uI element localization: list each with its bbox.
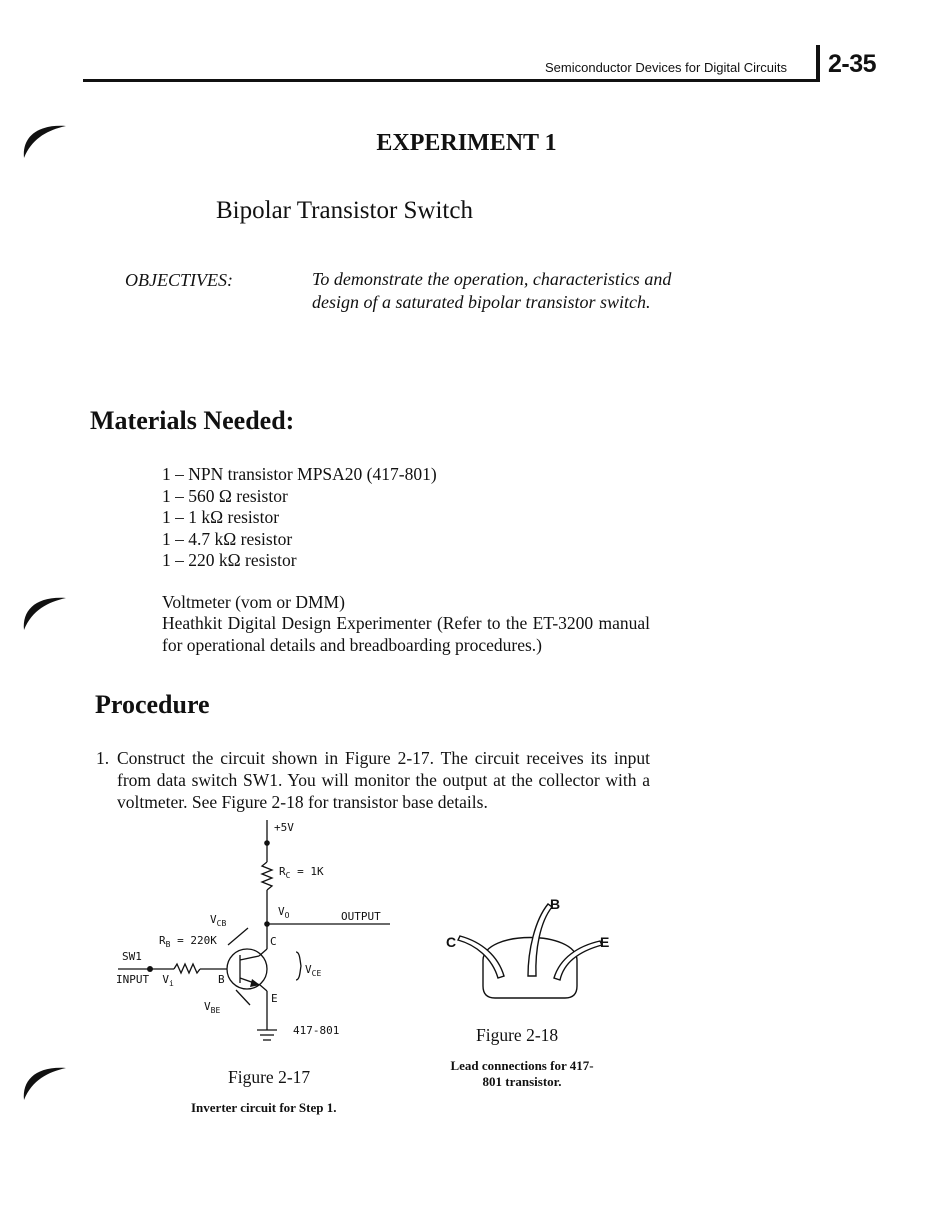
list-item: 1 – 220 kΩ resistor — [162, 550, 297, 570]
vo-label: $V_O$ — [278, 905, 290, 920]
vbe-label: $V_{BE}$ — [204, 1000, 221, 1015]
list-item: 1 – 4.7 kΩ resistor — [162, 528, 293, 549]
step-number: 1. — [96, 748, 110, 768]
lead-label-b: B — [550, 896, 561, 912]
header-rule — [83, 79, 818, 82]
transistor-lead-diagram — [440, 890, 620, 1010]
materials-list — [162, 464, 437, 572]
sw1-label: SW1 — [122, 950, 142, 963]
experiment-subtitle: Bipolar Transistor Switch — [216, 197, 473, 224]
list-item: 1 – 1 kΩ resistor — [162, 507, 280, 527]
figure-2-18-title: Figure 2-18 — [476, 1025, 559, 1045]
base-label: B — [218, 973, 225, 986]
objectives-label: OBJECTIVES: — [125, 270, 233, 290]
part-number-label: 417-801 — [293, 1024, 340, 1037]
lead-label-e: E — [600, 934, 610, 950]
binding-hole-mark-icon — [18, 592, 70, 636]
inverter-circuit-schematic — [110, 815, 410, 1050]
supply-voltage-label: +5V — [274, 821, 294, 834]
collector-label: C — [270, 935, 277, 948]
procedure-heading: Procedure — [95, 690, 210, 719]
rc-label: $R_C = 1K$ — [279, 865, 324, 880]
list-item: 1 – 560 Ω resistor — [162, 485, 288, 506]
rb-label: $R_B = 220K$ — [159, 934, 217, 949]
figure-2-18-caption: Lead connections for 417-801 transistor. — [450, 1058, 594, 1089]
figure-2-17-caption: Inverter circuit for Step 1. — [191, 1100, 337, 1115]
equipment-experimenter: Heathkit Digital Design Experimenter (Refer to the ET-3200 manual for operational details and breadboarding procedures.) — [162, 613, 650, 655]
emitter-label: E — [271, 992, 278, 1005]
lead-label-c: C — [446, 934, 457, 950]
running-title: Semiconductor Devices for Digital Circuits — [545, 60, 788, 75]
vcb-label: $V_{CB}$ — [210, 913, 227, 928]
input-label: INPUT $V_i$ — [116, 973, 174, 988]
list-item: 1 – NPN transistor MPSA20 (417-801) — [162, 464, 437, 484]
materials-heading: Materials Needed: — [90, 406, 295, 435]
header-divider-bar — [816, 45, 820, 82]
vce-label: $V_{CE}$ — [305, 963, 322, 978]
equipment-voltmeter: Voltmeter (vom or DMM) — [162, 592, 345, 612]
experiment-title: EXPERIMENT 1 — [376, 130, 557, 156]
page-number: 2-35 — [828, 50, 877, 78]
figure-2-17-title: Figure 2-17 — [228, 1067, 311, 1087]
step-text: Construct the circuit shown in Figure 2-17. The circuit receives its input from data switch SW1. You will monitor the output at the collector with a voltmeter. See Figure 2-18 for transistor base details. — [117, 748, 650, 812]
binding-hole-mark-icon — [18, 1062, 70, 1106]
output-label: OUTPUT — [341, 910, 381, 923]
objectives-text: To demonstrate the operation, characteristics and design of a saturated bipolar transistor switch. — [312, 269, 672, 312]
